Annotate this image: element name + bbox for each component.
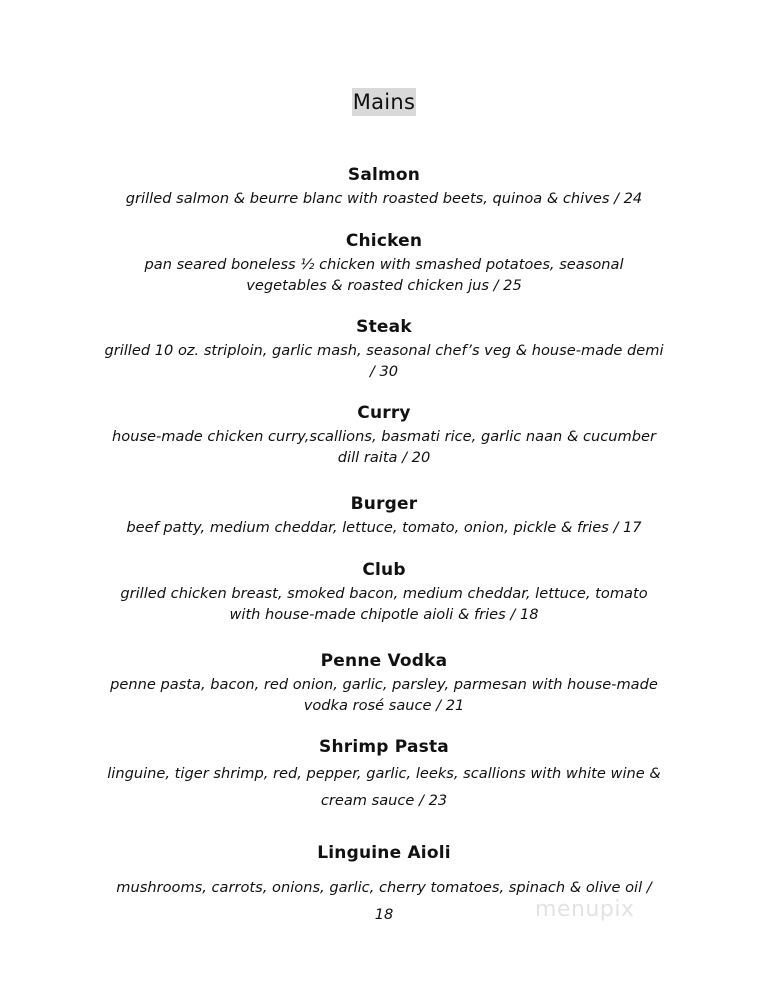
item-description-line: dill raita / 20 [337,449,431,466]
menu-item-penne-vodka [0,650,768,716]
item-name: Burger [350,494,418,514]
menu-item-linguine-aioli [0,842,768,928]
item-description-line: / 30 [369,363,399,380]
item-name: Curry [357,403,411,423]
menu-item-curry [0,402,768,468]
item-description-line: grilled salmon & beurre blanc with roasted beets, quinoa & chives / 24 [125,190,643,207]
item-description-line: 18 [374,906,394,923]
item-description [79,583,689,625]
item-description [79,254,689,296]
item-description [79,674,689,716]
item-description [79,188,689,209]
item-name: Penne Vodka [320,651,448,671]
item-description-line: house-made chicken curry,scallions, basmati rice, garlic naan & cucumber [112,428,656,445]
item-description-line: vegetables & roasted chicken jus / 25 [246,277,522,294]
page-title-text: Mains [352,90,416,114]
item-description-line: linguine, tiger shrimp, red, pepper, garlic, leeks, scallions with white wine & [107,765,661,782]
item-description [79,517,689,538]
item-name: Shrimp Pasta [319,737,449,757]
item-description-line: penne pasta, bacon, red onion, garlic, parsley, parmesan with house-made [110,676,658,693]
item-description-line: cream sauce / 23 [320,792,448,809]
item-name: Chicken [345,231,423,251]
menu-item-shrimp-pasta [0,736,768,814]
menu-item-club [0,559,768,625]
item-description-line: with house-made chipotle aioli & fries / 18 [229,606,539,623]
item-description-line: grilled chicken breast, smoked bacon, medium cheddar, lettuce, tomato [120,585,648,602]
item-description-line: mushrooms, carrots, onions, garlic, cherry tomatoes, spinach & olive oil / [116,879,652,896]
item-description-line: grilled 10 oz. striploin, garlic mash, seasonal chef’s veg & house-made demi [104,342,664,359]
page-title [0,88,768,116]
item-name: Linguine Aioli [317,843,451,863]
item-description [79,760,689,814]
item-description-line: vodka rosé sauce / 21 [303,697,465,714]
item-name: Steak [356,317,412,337]
item-description-line: beef patty, medium cheddar, lettuce, tomato, onion, pickle & fries / 17 [126,519,642,536]
item-name: Salmon [347,165,421,185]
item-description-line: pan seared boneless ½ chicken with smashed potatoes, seasonal [144,256,624,273]
watermark: menupix [535,897,635,922]
menu-item-steak [0,316,768,382]
menu-item-burger [0,493,768,538]
menu-item-salmon [0,164,768,209]
menu-item-chicken [0,230,768,296]
item-description [79,340,689,382]
item-description [79,426,689,468]
item-name: Club [362,560,406,580]
